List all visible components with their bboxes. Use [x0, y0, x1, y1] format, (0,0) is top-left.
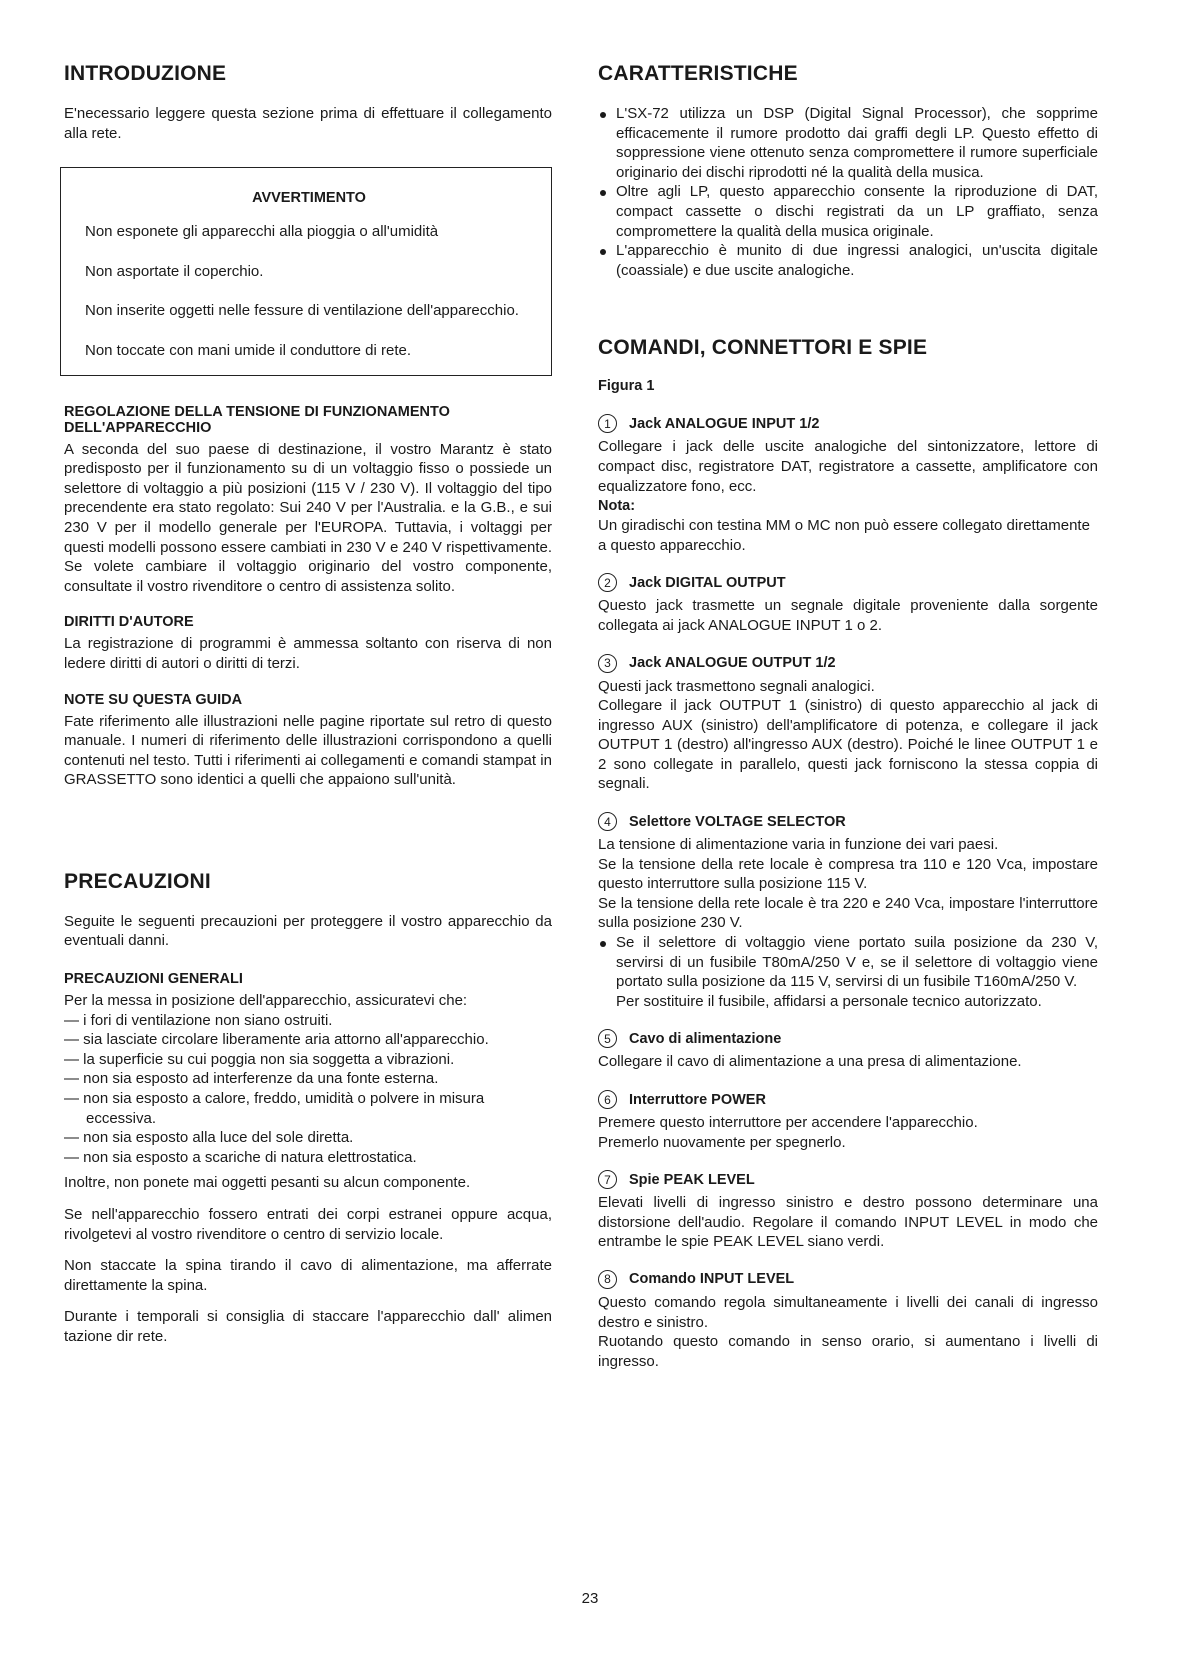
item-number: 8	[598, 1270, 617, 1289]
item-number: 4	[598, 812, 617, 831]
item-number: 3	[598, 654, 617, 673]
item-text: Questo jack trasmette un segnale digitale proveniente dalla sorgente collegata ai jack ANALOGUE INPUT 1 o 2.	[598, 597, 1098, 634]
nota-text: Un giradischi con testina MM o MC non può essere collegato direttamente a questo apparecchio.	[598, 517, 1090, 554]
item-6	[598, 1090, 1098, 1152]
warning-title: AVVERTIMENTO	[252, 190, 366, 207]
item-5	[598, 1029, 1098, 1072]
list-item: — sia lasciate circolare liberamente aria attorno all'apparecchio.	[64, 1030, 552, 1050]
item-3	[598, 654, 1098, 795]
precauzioni-p4: Durante i temporali si consiglia di staccare l'apparecchio dall' alimen tazione dir rete.	[64, 1308, 552, 1345]
note-section	[64, 692, 552, 790]
item-text: Questi jack trasmettono segnali analogici.	[598, 677, 875, 695]
precauzioni-generali-heading: PRECAUZIONI GENERALI	[64, 971, 243, 988]
item-4	[598, 812, 1098, 1011]
note-text: Fate riferimento alle illustrazioni nelle pagine riportate sul retro di questo manuale. I numeri di riferimento delle illustrazioni corrispondono a quelli contenuti nel testo. Tutti i riferimenti ai collegamenti e comandi stampat in GRASSETTO sono identici a quelli che appaiono sull'unità.	[64, 712, 552, 789]
regolazione-heading: REGOLAZIONE DELLA TENSIONE DI FUNZIONAMENTO DELL'APPARECCHIO	[64, 403, 450, 436]
figura-label: Figura 1	[598, 378, 655, 395]
warning-line: Non asportate il coperchio.	[85, 262, 264, 280]
item-text: Questo comando regola simultaneamente i livelli dei canali di ingresso destro e sinistro.	[598, 1293, 1098, 1331]
precauzioni-intro: Seguite le seguenti precauzioni per proteggere il vostro apparecchio da eventuali danni.	[64, 912, 552, 950]
list-item: L'apparecchio è munito di due ingressi analogici, un'uscita digitale (coassiale) e due uscite analogiche.	[598, 241, 1098, 280]
item-text: Elevati livelli di ingresso sinistro e destro possono determinare una distorsione dell'audio. Regolare il comando INPUT LEVEL in modo che entrambe le spie PEAK LEVEL siano verdi.	[598, 1194, 1098, 1251]
page-number: 23	[581, 1590, 599, 1607]
item-text: Premerlo nuovamente per spegnerlo.	[598, 1133, 846, 1151]
comandi-heading: COMANDI, CONNETTORI E SPIE	[598, 336, 928, 360]
list-item: Se il selettore di voltaggio viene portato suila posizione da 230 V, servirsi di un fusibile T80mA/250 V e, se il selettore di voltaggio viene portato sulla posizione da 115 V, servirsi di un fusibile T160mA/250 V.	[598, 933, 1098, 992]
item-title: Comando INPUT LEVEL	[629, 1271, 795, 1288]
item-text: Collegare il jack OUTPUT 1 (sinistro) di questo apparecchio al jack di ingresso AUX (sinistro) dell'amplificatore di potenza, e collegare il jack OUTPUT 1 (destro) all'ingresso AUX (destro). Poiché le linee OUTPUT 1 e 2 sono collegate in parallelo, questi jack forniscono la stessa coppia di segnali.	[598, 697, 1098, 793]
nota-label: Nota:	[598, 498, 636, 515]
item-number: 1	[598, 414, 617, 433]
list-item: — non sia esposto a calore, freddo, umidità o polvere in misura eccessiva.	[64, 1089, 552, 1128]
note-heading: NOTE SU QUESTA GUIDA	[64, 691, 243, 708]
caratteristiche-list	[598, 104, 1098, 280]
item-title: Jack ANALOGUE INPUT 1/2	[629, 415, 820, 432]
item-8	[598, 1270, 1098, 1371]
warning-line: Non inserite oggetti nelle fessure di ventilazione dell'apparecchio.	[85, 302, 519, 320]
item-text: Collegare i jack delle uscite analogiche del sintonizzatore, lettore di compact disc, registratore DAT, registratore a cassette, amplificatore con equalizzatore fono, ecc.	[598, 438, 1098, 495]
item-text: Collegare il cavo di alimentazione a una presa di alimentazione.	[598, 1053, 1022, 1071]
right-column	[598, 62, 1098, 1389]
list-item: — la superficie su cui poggia non sia soggetta a vibrazioni.	[64, 1050, 552, 1070]
warning-line: Non toccate con mani umide il conduttore di rete.	[85, 341, 412, 359]
precauzioni-heading: PRECAUZIONI	[64, 869, 211, 893]
diritti-section	[64, 614, 552, 673]
list-item: — non sia esposto alla luce del sole diretta.	[64, 1128, 552, 1148]
intro-heading: INTRODUZIONE	[64, 62, 227, 85]
list-item: Oltre agli LP, questo apparecchio consente la riproduzione di DAT, compact cassette o dischi registrati da un LP graffiato, senza compromettere la qualità della musica originale.	[598, 182, 1098, 241]
precauzioni-p2: Se nell'apparecchio fossero entrati dei corpi estranei oppure acqua, rivolgetevi al vostro rivenditore o centro di servizio locale.	[64, 1206, 552, 1243]
precauzioni-p3: Non staccate la spina tirando il cavo di alimentazione, ma afferrate direttamente la spina.	[64, 1257, 552, 1294]
warning-line: Non esponete gli apparecchi alla pioggia o all'umidità	[85, 223, 439, 241]
item-number: 6	[598, 1090, 617, 1109]
item-text: Premere questo interruttore per accendere l'apparecchio.	[598, 1114, 978, 1131]
item-title: Cavo di alimentazione	[629, 1030, 782, 1047]
item-title: Selettore VOLTAGE SELECTOR	[629, 813, 846, 830]
diritti-heading: DIRITTI D'AUTORE	[64, 614, 194, 631]
item-title: Interruttore POWER	[629, 1091, 766, 1108]
left-column	[64, 62, 552, 1347]
list-item: — i fori di ventilazione non siano ostruiti.	[64, 1011, 552, 1031]
item-text: Ruotando questo comando in senso orario, si aumentano i livelli di ingresso.	[598, 1333, 1098, 1370]
list-item: — non sia esposto a scariche di natura elettrostatica.	[64, 1148, 552, 1168]
item-number: 7	[598, 1170, 617, 1189]
item-title: Jack DIGITAL OUTPUT	[629, 574, 786, 591]
item-1	[598, 414, 1098, 555]
item-title: Jack ANALOGUE OUTPUT 1/2	[629, 655, 836, 671]
item-text: Per sostituire il fusibile, affidarsi a personale tecnico autorizzato.	[616, 992, 1042, 1010]
list-item: L'SX-72 utilizza un DSP (Digital Signal Processor), che sopprime efficacemente il rumore prodotto dai graffi degli LP. Questo effetto di soppressione viene ottenuto senza compromettere il rumore superficiale originario dei dischi riprodotti né la qualità della musica.	[598, 104, 1098, 182]
regolazione-section	[64, 404, 552, 597]
item-7	[598, 1170, 1098, 1252]
precauzioni-list	[64, 1011, 552, 1168]
warning-box	[60, 167, 552, 375]
item-text: Se la tensione della rete locale è compresa tra 110 e 120 Vca, impostare questo interruttore sulla posizione 115 V.	[598, 855, 1098, 893]
fuse-list	[598, 933, 1098, 992]
list-item: — non sia esposto ad interferenze da una fonte esterna.	[64, 1069, 552, 1089]
item-text: La tensione di alimentazione varia in funzione dei vari paesi.	[598, 836, 999, 854]
item-number: 2	[598, 573, 617, 592]
caratteristiche-heading: CARATTERISTICHE	[598, 62, 798, 85]
item-2	[598, 573, 1098, 635]
intro-text: E'necessario leggere questa sezione prima di effettuare il collegamento alla rete.	[64, 105, 552, 142]
item-title: Spie PEAK LEVEL	[629, 1171, 755, 1188]
item-number: 5	[598, 1029, 617, 1048]
precauzioni-p1: Inoltre, non ponete mai oggetti pesanti su alcun componente.	[64, 1174, 471, 1192]
regolazione-text: A seconda del suo paese di destinazione, il vostro Marantz è stato predisposto per il funzionamento su di un voltaggio fisso o possiede un selettore di voltaggio a più posizioni (115 V / 230 V). Il voltaggio del tipo precendente era stato regolato: Sui 240 V per l'Australia. e la G.B., e sui 230 V per il modello generale per l'EUROPA. Tuttavia, i voltaggi per questi modelli possono essere cambiati in 230 V e 240 V rispettivamente. Se volete cambiare il voltaggio originario del vostro componente, consultate il vostro rivenditore o centro di assistenza solito.	[64, 440, 552, 595]
precauzioni-generali-intro: Per la messa in posizione dell'apparecchio, assicuratevi che:	[64, 992, 468, 1010]
diritti-text: La registrazione di programmi è ammessa soltanto con riserva di non ledere diritti di autori o diritti di terzi.	[64, 635, 552, 672]
item-text: Se la tensione della rete locale è tra 220 e 240 Vca, impostare l'interruttore sulla posizione 230 V.	[598, 894, 1098, 932]
